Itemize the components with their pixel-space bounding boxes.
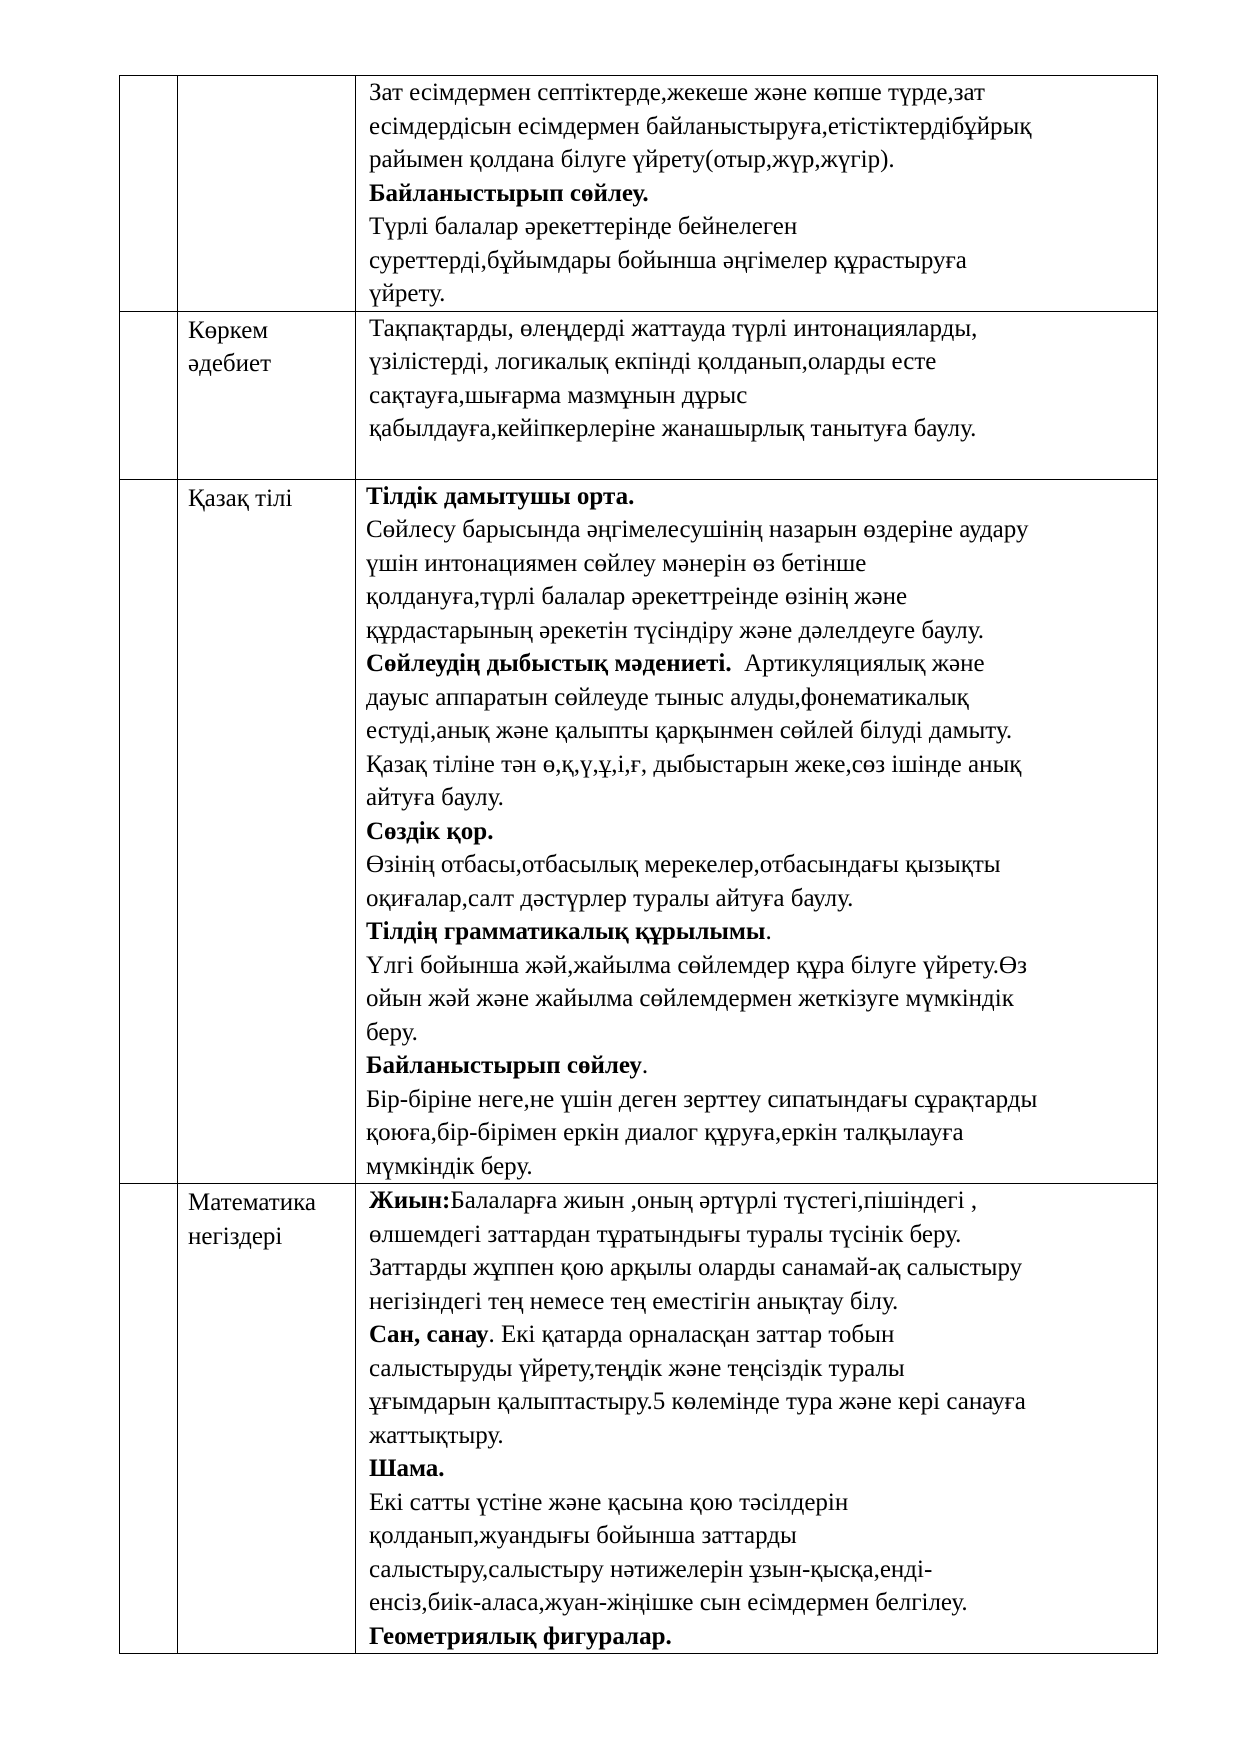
- line-text: беру.: [366, 1018, 418, 1046]
- content-line: [369, 1251, 1151, 1285]
- line-text: суреттерді,бұйымдары бойынша әңгімелер құрастыруға: [369, 246, 967, 274]
- line-text: үзілістерді, логикалық екпінді қолданып,оларды есте: [369, 348, 937, 375]
- content-line: [366, 915, 1151, 949]
- content-line: [366, 1150, 1151, 1184]
- line-text: Бір-біріне неге,не үшін деген зерттеу сипатындағы сұрақтарды: [366, 1085, 1038, 1113]
- content-line: [366, 1049, 1151, 1083]
- line-text: .: [641, 1052, 649, 1079]
- line-text: Қазақ тіліне тән ө,қ,ү,ұ,і,ғ, дыбыстарын жеке,сөз ішінде анық: [366, 750, 1022, 778]
- content-line: [366, 1116, 1151, 1150]
- section-heading: Сөйлеудің дыбыстық мәдениеті.: [366, 650, 732, 677]
- number-cell: [120, 479, 178, 1184]
- content-line: [369, 76, 1151, 110]
- line-text: үйрету.: [369, 280, 446, 307]
- content-line: [369, 1419, 1151, 1453]
- line-text: есімдердісын есімдермен байланыстыруға,етістіктердібұйрық: [369, 112, 1032, 140]
- content-line: [366, 982, 1151, 1016]
- line-text: қабылдауға,кейіпкерлеріне жанашырлық танытуға баулу.: [369, 415, 977, 442]
- line-text: дауыс аппаратын сөйлеуде тыныс алуды,фонематикалық: [366, 683, 969, 711]
- content-line: [366, 949, 1151, 983]
- subject-cell: Көркем әдебиет: [178, 311, 356, 479]
- content-line: [366, 815, 1151, 849]
- line-text: жаттықтыру.: [369, 1421, 504, 1449]
- content-line: [369, 1586, 1151, 1620]
- line-text: ойын жәй және жайылма сөйлемдермен жеткізуге мүмкіндік: [366, 985, 1014, 1012]
- line-text: оқиғалар,салт дәстүрлер туралы айтуға баулу.: [366, 884, 854, 912]
- subject-cell: Қазақ тілі: [178, 479, 356, 1184]
- content-cell: [356, 76, 1158, 312]
- section-heading: Сан, санау: [369, 1321, 489, 1348]
- line-text: Сөйлесу барысында әңгімелесушінің назарын өздеріне аудару: [366, 516, 1029, 543]
- content-line: [369, 1553, 1151, 1587]
- content-line: [369, 244, 1151, 278]
- table-row: [120, 1184, 1158, 1654]
- content-line: [366, 882, 1151, 916]
- content-line: [366, 681, 1151, 715]
- content-line: [366, 848, 1151, 882]
- content-line: [369, 1184, 1151, 1218]
- content-line: [369, 379, 1151, 413]
- line-text: айтуға баулу.: [366, 784, 504, 811]
- section-heading: Тілдік дамытушы орта.: [366, 482, 635, 510]
- content-line: [366, 1016, 1151, 1050]
- content-line: [369, 345, 1151, 379]
- content-line: [366, 748, 1151, 782]
- content-line: [366, 1083, 1151, 1117]
- line-text: салыстыру,салыстыру нәтижелерін ұзын-қысқа,енді-: [369, 1555, 933, 1583]
- line-text: үшін интонациямен сөйлеу мәнерін өз бетінше: [366, 549, 867, 577]
- table-row: [120, 76, 1158, 312]
- subject-cell: [178, 76, 356, 312]
- content-line: [366, 480, 1151, 514]
- content-line: [366, 714, 1151, 748]
- line-text: Өзінің отбасы,отбасылық мерекелер,отбасындағы қызықты: [366, 851, 1001, 878]
- line-text: ұғымдарын қалыптастыру.5 көлемінде тура және кері санауға: [369, 1388, 1026, 1415]
- content-line: [369, 312, 1151, 346]
- content-line: [369, 1519, 1151, 1553]
- line-text: . Екі қатарда орналасқан заттар тобын: [488, 1321, 895, 1348]
- content-line: [369, 1385, 1151, 1419]
- content-line: [369, 1285, 1151, 1319]
- content-cell: [356, 479, 1158, 1184]
- line-text: мүмкіндік беру.: [366, 1152, 533, 1180]
- section-heading: Шама.: [369, 1455, 445, 1482]
- table-row: [120, 311, 1158, 479]
- subject-cell: Математика негіздері: [178, 1184, 356, 1654]
- line-text: Артикуляциялық және: [731, 650, 985, 677]
- section-heading: Сөздік қор.: [366, 817, 494, 845]
- line-text: өлшемдегі заттардан тұратындығы туралы түсінік беру.: [369, 1220, 962, 1248]
- section-heading: Геометриялық фигуралар.: [369, 1622, 672, 1650]
- line-text: Тақпақтарды, өлеңдерді жаттауда түрлі интонацияларды,: [369, 314, 978, 342]
- content-line: [369, 1486, 1151, 1520]
- line-text: негізіндегі тең немесе тең еместігін анықтау білу.: [369, 1287, 899, 1315]
- line-text: қолдануға,түрлі балалар әрекеттреінде өзінің және: [366, 583, 908, 610]
- content-line: [369, 1352, 1151, 1386]
- curriculum-table: [119, 75, 1158, 1654]
- line-text: салыстыруды үйрету,теңдік және теңсіздік туралы: [369, 1354, 905, 1382]
- line-text: Заттарды жұппен қою арқылы оларды санамай-ақ салыстыру: [369, 1254, 1023, 1281]
- line-text: Зат есімдермен септіктерде,жекеше және көпше түрде,зат: [369, 79, 985, 106]
- content-line: [369, 177, 1151, 211]
- number-cell: [120, 311, 178, 479]
- line-text: Үлгі бойынша жәй,жайылма сөйлемдер құра білуге үйрету.Өз: [366, 951, 1027, 979]
- section-heading: Жиын:: [369, 1187, 451, 1214]
- line-text: Екі сатты үстіне және қасына қою тәсілдерін: [369, 1488, 849, 1516]
- content-line: [369, 1452, 1151, 1486]
- section-heading: Тілдің грамматикалық құрылымы: [366, 918, 766, 945]
- content-line: [369, 1620, 1151, 1654]
- content-cell: [356, 1184, 1158, 1654]
- line-text: .: [765, 918, 772, 945]
- content-line: [369, 1318, 1151, 1352]
- line-text: енсіз,биік-аласа,жуан-жіңішке сын есімдермен белгілеу.: [369, 1589, 968, 1616]
- line-text: қолданып,жуандығы бойынша заттарды: [369, 1522, 797, 1549]
- content-line: [369, 1218, 1151, 1252]
- line-text: Балаларға жиын ,оның әртүрлі түстегі,пішіндегі ,: [450, 1187, 978, 1214]
- content-line: [369, 143, 1151, 177]
- content-line: [366, 647, 1151, 681]
- content-line: [369, 412, 1151, 446]
- content-line: [366, 547, 1151, 581]
- line-text: Түрлі балалар әрекеттерінде бейнелеген: [369, 213, 798, 240]
- number-cell: [120, 1184, 178, 1654]
- content-line: [369, 210, 1151, 244]
- line-text: райымен қолдана білуге үйрету(отыр,жүр,жүгір).: [369, 146, 895, 173]
- content-line: [366, 580, 1151, 614]
- line-text: естуді,анық және қалыпты қарқынмен сөйлей білуді дамыту.: [366, 717, 1013, 744]
- line-text: қоюға,бір-бірімен еркін диалог құруға,еркін талқылауға: [366, 1119, 964, 1146]
- content-line: [369, 110, 1151, 144]
- line-text: құрдастарының әрекетін түсіндіру және дәлелдеуге баулу.: [366, 616, 984, 644]
- section-heading: Байланыстырып сөйлеу.: [369, 179, 649, 207]
- number-cell: [120, 76, 178, 312]
- content-line: [366, 513, 1151, 547]
- content-line: [366, 781, 1151, 815]
- content-line: [369, 277, 1151, 311]
- section-heading: Байланыстырып сөйлеу: [366, 1052, 642, 1079]
- table-row: [120, 479, 1158, 1184]
- line-text: сақтауға,шығарма мазмұнын дұрыс: [369, 381, 748, 409]
- content-cell: [356, 311, 1158, 479]
- content-line: [366, 614, 1151, 648]
